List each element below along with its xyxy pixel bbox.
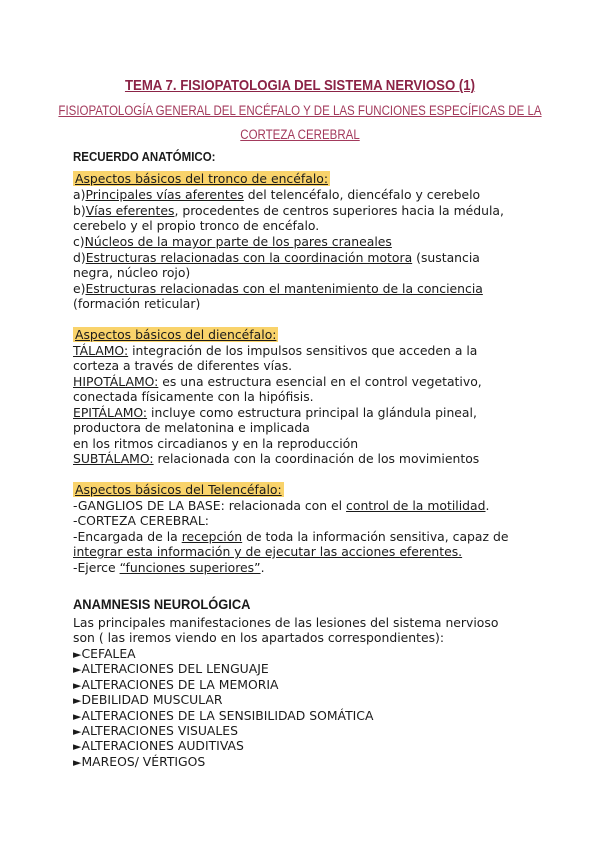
item-d-prefix: d) [73,250,86,265]
tronco-item-d-line2: negra, núcleo rojo) [73,265,191,280]
list-item [73,646,136,662]
triangle-bullet-icon: ► [73,648,82,661]
ejerce-prefix: -Ejerce [73,560,120,575]
tronco-item-a [73,187,480,202]
encargada-line [73,529,508,544]
recuerdo-heading: RECUERDO ANATÓMICO: [73,150,216,164]
corteza-line [73,513,209,528]
item-c-prefix: c) [73,234,85,249]
list-item-text: DEBILIDAD MUSCULAR [81,692,223,707]
tronco-item-e-line2: (formación reticular) [73,296,201,311]
epitalamo-label: EPITÁLAMO: [73,405,148,420]
document-subtitle-line1: FISIOPATOLOGÍA GENERAL DEL ENCÉFALO Y DE LAS FUNCIONES ESPECÍFICAS DE LA [58,103,542,118]
item-a-prefix: a) [73,187,86,202]
ganglios-line [73,498,489,513]
list-item-text: CEFALEA [81,646,136,661]
item-e-underlined: Estructuras relacionadas con el mantenimiento de la conciencia [85,281,483,296]
hipotalamo-text: es una estructura esencial en el control vegetativo, [158,374,482,389]
list-item [73,708,373,724]
anamnesis-intro-line1: Las principales manifestaciones de las lesiones del sistema nervioso [73,615,499,630]
hipotalamo-line [73,374,482,389]
ganglios-label: -GANGLIOS DE LA BASE: [73,498,225,513]
subtalamo-label: SUBTÁLAMO: [73,451,154,466]
list-item [73,661,269,677]
list-item-text: ALTERACIONES DE LA SENSIBILIDAD SOMÁTICA [81,708,374,723]
epitalamo-line2: productora de melatonina e implicada [73,420,310,435]
item-e-prefix: e) [73,281,86,296]
ganglios-text: relacionada con el [224,498,347,513]
list-item [73,738,244,754]
triangle-bullet-icon: ► [73,725,82,738]
ejerce-underlined: “funciones superiores” [119,560,261,575]
tronco-item-c [73,234,392,249]
telencefalo-heading [73,482,284,497]
talamo-text: integración de los impulsos sensitivos que acceden a la [128,343,478,358]
list-item [73,692,222,708]
document-title: TEMA 7. FISIOPATOLOGIA DEL SISTEMA NERVIOSO (1) [124,77,476,94]
list-item-text: ALTERACIONES AUDITIVAS [81,738,244,753]
telencefalo-heading-text: Aspectos básicos del Telencéfalo: [75,482,282,497]
hipotalamo-label: HIPOTÁLAMO: [73,374,159,389]
item-b-underlined: Vías eferentes [85,203,175,218]
document-subtitle-line2: CORTEZA CEREBRAL [240,127,360,142]
item-b-text: , procedentes de centros superiores hacia la médula, [174,203,504,218]
triangle-bullet-icon: ► [73,679,82,692]
hipotalamo-line2: conectada físicamente con la hipófisis. [73,389,314,404]
triangle-bullet-icon: ► [73,740,82,753]
talamo-line2: corteza a través de diferentes vías. [73,358,293,373]
tronco-heading-text: Aspectos básicos del tronco de encéfalo: [75,171,329,186]
item-d-underlined: Estructuras relacionadas con la coordinación motora [85,250,413,265]
subtalamo-text: relacionada con la coordinación de los movimientos [153,451,480,466]
encargada-underlined: recepción [181,529,243,544]
list-item [73,677,278,693]
item-b-prefix: b) [73,203,86,218]
ganglios-end: . [485,498,490,513]
list-item [73,754,205,770]
talamo-label: TÁLAMO: [73,343,129,358]
tronco-item-b-line2: cerebelo y el propio tronco de encéfalo. [73,218,320,233]
diencefalo-heading [73,327,278,342]
list-item-text: ALTERACIONES VISUALES [81,723,239,738]
anamnesis-intro-line2: son ( las iremos viendo en los apartados correspondientes): [73,630,445,645]
encargada-prefix: -Encargada de la [73,529,182,544]
epitalamo-line3: en los ritmos circadianos y en la reproducción [73,436,359,451]
ejerce-end: . [260,560,265,575]
list-item [73,723,238,739]
diencefalo-heading-text: Aspectos básicos del diencéfalo: [75,327,277,342]
triangle-bullet-icon: ► [73,663,82,676]
item-a-text: del telencéfalo, diencéfalo y cerebelo [243,187,481,202]
list-item-text: ALTERACIONES DEL LENGUAJE [81,661,269,676]
triangle-bullet-icon: ► [73,694,82,707]
encargada-line2: integrar esta información y de ejecutar las acciones eferentes. [73,544,463,559]
ejerce-line [73,560,265,575]
anamnesis-heading: ANAMNESIS NEUROLÓGICA [73,596,251,612]
tronco-item-d [73,250,480,265]
item-c-underlined: Núcleos de la mayor parte de los pares craneales [84,234,392,249]
tronco-heading [73,171,330,186]
tronco-item-e [73,281,483,296]
subtalamo-line [73,451,479,466]
tronco-item-b [73,203,504,218]
corteza-colon: : [204,513,209,528]
triangle-bullet-icon: ► [73,710,82,723]
item-a-underlined: Principales vías aferentes [85,187,244,202]
corteza-label: -CORTEZA CEREBRAL [73,513,205,528]
epitalamo-line [73,405,477,420]
ganglios-underlined: control de la motilidad [346,498,486,513]
list-item-text: ALTERACIONES DE LA MEMORIA [81,677,279,692]
talamo-line [73,343,477,358]
list-item-text: MAREOS/ VÉRTIGOS [81,754,206,769]
epitalamo-text: incluye como estructura principal la glándula pineal, [147,405,477,420]
triangle-bullet-icon: ► [73,756,82,769]
item-d-text: (sustancia [412,250,480,265]
encargada-text: de toda la información sensitiva, capaz de [242,529,509,544]
